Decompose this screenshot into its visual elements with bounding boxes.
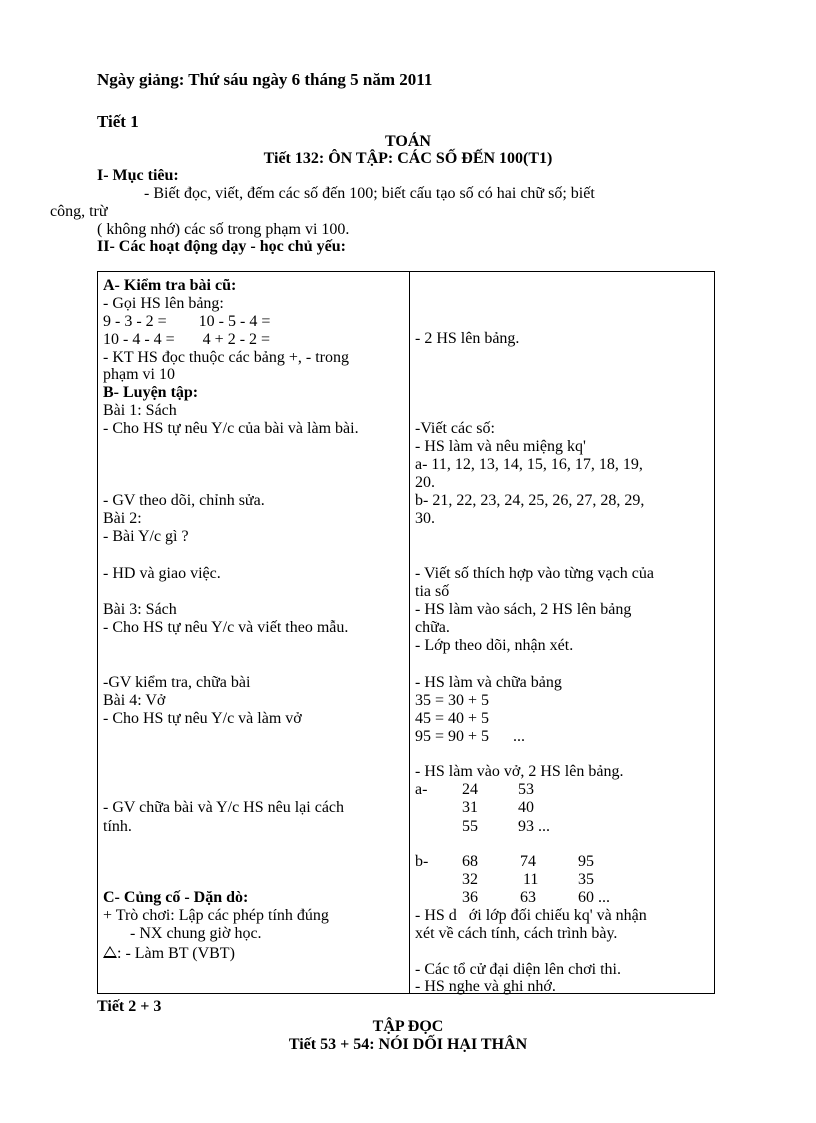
footer-lesson-title: Tiết 53 + 54: NÓI DỐI HẠI THÂN — [288, 1036, 528, 1053]
activities-heading: II- Các hoạt động dạy - học chủ yếu: — [97, 238, 346, 255]
left-line: - KT HS đọc thuộc các bảng +, - trong — [103, 349, 349, 366]
calc-cell: 36 — [462, 889, 478, 906]
left-line: -GV kiểm tra, chữa bài — [103, 674, 251, 691]
left-line: Bài 3: Sách — [103, 601, 177, 618]
right-line: -Viết các số: — [415, 420, 495, 437]
objectives-line-2: công, trừ — [50, 203, 108, 220]
left-line: Bài 2: — [103, 510, 142, 527]
calc-cell: 11 — [523, 871, 539, 888]
right-line: - HS làm vào vở, 2 HS lên bảng. — [415, 763, 624, 780]
right-line: - Viết số thích hợp vào từng vạch của — [415, 565, 654, 582]
calc-cell: 55 — [462, 818, 478, 835]
right-line: chữa. — [415, 619, 450, 636]
right-line: 35 = 30 + 5 — [415, 692, 490, 709]
right-line: xét về cách tính, cách trình bày. — [415, 925, 618, 942]
homework-text: : - Làm BT (VBT) — [117, 945, 235, 962]
right-line: - HS làm và nêu miệng kq' — [415, 438, 586, 455]
left-line: - Bài Y/c gì ? — [103, 528, 189, 545]
left-line: - Cho HS tự nêu Y/c của bài và làm bài. — [103, 420, 359, 437]
section-c-heading: C- Củng cố - Dặn dò: — [103, 889, 249, 906]
subject-title: TOÁN — [385, 133, 431, 150]
right-line: 95 = 90 + 5 ... — [415, 728, 526, 745]
triangle-icon — [103, 946, 117, 958]
left-line: - GV theo dõi, chỉnh sửa. — [103, 492, 265, 509]
calc-cell: 53 — [518, 781, 534, 798]
calc-cell: 95 — [578, 853, 594, 870]
section-b-heading: B- Luyện tập: — [103, 384, 199, 401]
left-line: + Trò chơi: Lập các phép tính đúng — [103, 907, 329, 924]
left-line: - HD và giao việc. — [103, 565, 221, 582]
calc-cell: 35 — [578, 871, 594, 888]
right-line: b- 21, 22, 23, 24, 25, 26, 27, 28, 29, — [415, 492, 645, 509]
right-line: 30. — [415, 510, 435, 527]
right-line: 20. — [415, 474, 435, 491]
calc-cell: 74 — [520, 853, 536, 870]
right-line: tia số — [415, 583, 450, 600]
left-line: - Cho HS tự nêu Y/c và làm vở — [103, 710, 302, 727]
section-a-heading: A- Kiểm tra bài cũ: — [103, 277, 237, 294]
right-line: - HS làm và chữa bảng — [415, 674, 562, 691]
left-line: tính. — [103, 818, 132, 835]
right-line: 45 = 40 + 5 — [415, 710, 490, 727]
part-a-label: a- — [415, 781, 428, 798]
objectives-heading: I- Mục tiêu: — [97, 167, 179, 184]
calc-cell: 24 — [462, 781, 478, 798]
part-b-label: b- — [415, 853, 429, 870]
period-label: Tiết 1 — [97, 112, 139, 131]
calc-cell: 68 — [462, 853, 478, 870]
left-line: - NX chung giờ học. — [130, 925, 262, 942]
date-line: Ngày giảng: Thứ sáu ngày 6 tháng 5 năm 2011 — [97, 70, 433, 89]
objectives-line-3: ( không nhớ) các số trong phạm vi 100. — [97, 221, 350, 238]
left-line: 10 - 4 - 4 = 4 + 2 - 2 = — [103, 331, 271, 348]
objectives-line-1: - Biết đọc, viết, đếm các số đến 100; biết cấu tạo số có hai chữ số; biết — [144, 185, 595, 202]
right-line: - HS làm vào sách, 2 HS lên bảng — [415, 601, 632, 618]
right-line: - Các tổ cử đại diện lên chơi thi. — [415, 961, 621, 978]
left-line: - Cho HS tự nêu Y/c và viết theo mẫu. — [103, 619, 349, 636]
right-line: - 2 HS lên bảng. — [415, 330, 520, 347]
calc-cell: 93 ... — [518, 818, 550, 835]
calc-cell: 31 — [462, 799, 478, 816]
right-line: - HS d ới lớp đối chiếu kq' và nhận — [415, 907, 647, 924]
left-line: Bài 1: Sách — [103, 402, 177, 419]
left-line-homework — [103, 945, 235, 963]
lesson-title: Tiết 132: ÔN TẬP: CÁC SỐ ĐẾN 100(T1) — [263, 150, 553, 167]
calc-cell: 40 — [518, 799, 534, 816]
right-line: - HS nghe và ghi nhớ. — [415, 978, 556, 995]
calc-cell: 32 — [462, 871, 478, 888]
right-line: - Lớp theo dõi, nhận xét. — [415, 637, 574, 654]
left-line: - GV chữa bài và Y/c HS nêu lại cách — [103, 799, 345, 816]
table-divider — [409, 271, 410, 994]
left-line: phạm vi 10 — [103, 366, 175, 383]
left-line: 9 - 3 - 2 = 10 - 5 - 4 = — [103, 313, 271, 330]
calc-cell: 63 — [520, 889, 536, 906]
footer-period: Tiết 2 + 3 — [97, 998, 162, 1015]
left-line: - Gọi HS lên bảng: — [103, 295, 224, 312]
calc-cell: 60 ... — [578, 889, 610, 906]
footer-subject: TẬP ĐỌC — [372, 1018, 444, 1035]
right-line: a- 11, 12, 13, 14, 15, 16, 17, 18, 19, — [415, 456, 643, 473]
left-line: Bài 4: Vở — [103, 692, 166, 709]
